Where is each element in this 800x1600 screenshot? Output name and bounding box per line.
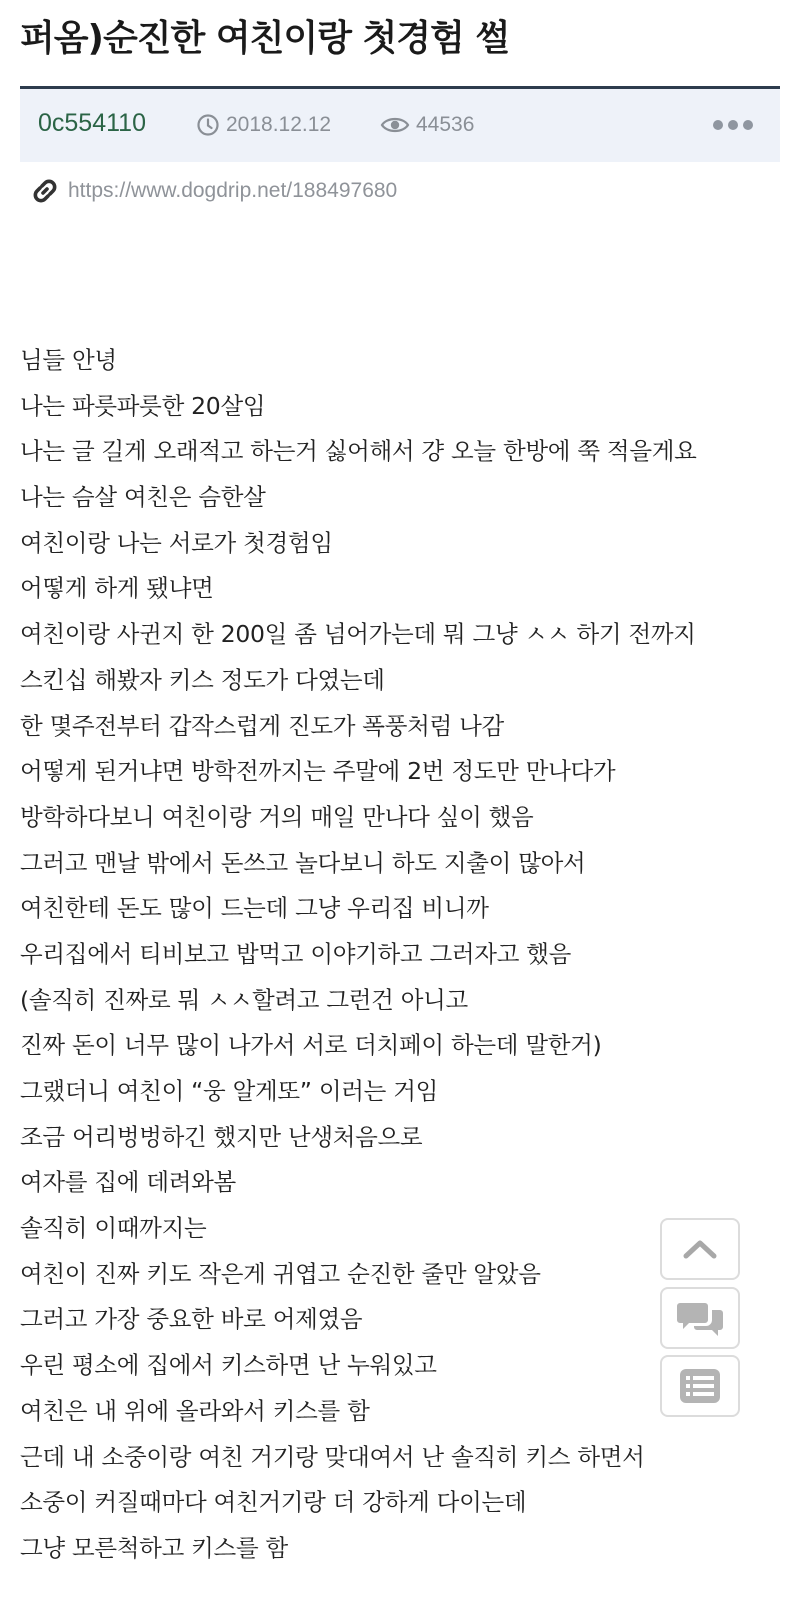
link-icon	[30, 176, 60, 206]
post-link[interactable]	[30, 176, 397, 206]
post-meta-bar	[20, 86, 780, 162]
content-line: 그러고 가장 중요한 바로 어제였음	[20, 1305, 363, 1334]
content-line: 님들 안녕	[20, 346, 117, 374]
post-url[interactable]: https://www.dogdrip.net/188497680	[68, 179, 398, 202]
post-date	[196, 113, 331, 137]
content-line: 나는 파릇파릇한 20살임	[20, 391, 266, 420]
clock-icon	[196, 113, 220, 137]
author-name[interactable]: 0c554110	[38, 109, 146, 137]
content-line: 한 몇주전부터 갑작스럽게 진도가 폭풍처럼 나감	[20, 711, 504, 740]
eye-icon	[380, 114, 410, 136]
content-line: 그러고 맨날 밖에서 돈쓰고 놀다보니 하도 지출이 많아서	[20, 848, 586, 877]
post-views	[380, 113, 474, 137]
content-line: 여친이 진짜 키도 작은게 귀엽고 순진한 줄만 알았음	[20, 1259, 541, 1288]
list-button[interactable]	[660, 1355, 740, 1417]
list-icon	[679, 1368, 721, 1404]
content-line: 어떻게 된거냐면 방학전까지는 주말에 2번 정도만 만나다가	[20, 757, 616, 786]
post-date-text: 2018.12.12	[226, 113, 332, 136]
content-line: 진짜 돈이 너무 많이 나가서 서로 더치페이 하는데 말한거)	[20, 1031, 602, 1060]
content-line: 근데 내 소중이랑 여친 거기랑 맞대여서 난 솔직히 키스 하면서	[20, 1442, 645, 1471]
content-line: 방학하다보니 여친이랑 거의 매일 만나다 싶이 했음	[20, 802, 534, 831]
post-views-count: 44536	[416, 113, 475, 136]
content-line: 나는 슴살 여친은 슴한살	[20, 483, 266, 512]
post-title: 퍼옴)순진한 여친이랑 첫경험 썰	[20, 18, 510, 59]
more-dots-icon[interactable]	[712, 115, 754, 135]
content-line: 스킨십 해봤자 키스 정도가 다였는데	[20, 665, 385, 694]
content-line: 우린 평소에 집에서 키스하면 난 누워있고	[20, 1351, 437, 1380]
content-line: 여친이랑 나는 서로가 첫경험임	[20, 528, 333, 557]
comments-button[interactable]	[660, 1287, 740, 1349]
content-line: 어떻게 하게 됐냐면	[20, 574, 214, 603]
chevron-up-icon	[680, 1237, 720, 1261]
content-line: 나는 글 길게 오래적고 하는거 싫어해서 걍 오늘 한방에 쭉 적을게요	[20, 437, 697, 466]
content-line: 솔직히 이때까지는	[20, 1214, 207, 1243]
scroll-top-button[interactable]	[660, 1218, 740, 1280]
content-line: 여친이랑 사귄지 한 200일 좀 넘어가는데 뭐 그냥 ㅅㅅ 하기 전까지	[20, 620, 696, 649]
content-line: 여친한테 돈도 많이 드는데 그냥 우리집 비니까	[20, 894, 489, 923]
content-line: 여자를 집에 데려와봄	[20, 1168, 236, 1197]
comments-icon	[675, 1298, 725, 1338]
content-line: 그냥 모른척하고 키스를 함	[20, 1533, 288, 1562]
content-line: 소중이 커질때마다 여친거기랑 더 강하게 다이는데	[20, 1488, 527, 1517]
content-line: 우리집에서 티비보고 밥먹고 이야기하고 그러자고 했음	[20, 939, 572, 968]
content-line: 여친은 내 위에 올라와서 키스를 함	[20, 1396, 370, 1425]
content-line: 그랬더니 여친이 “웅 알게또” 이러는 거임	[20, 1077, 439, 1105]
content-line: 조금 어리벙벙하긴 했지만 난생처음으로	[20, 1122, 423, 1151]
content-line: (솔직히 진짜로 뭐 ㅅㅅ할려고 그런건 아니고	[20, 985, 468, 1014]
